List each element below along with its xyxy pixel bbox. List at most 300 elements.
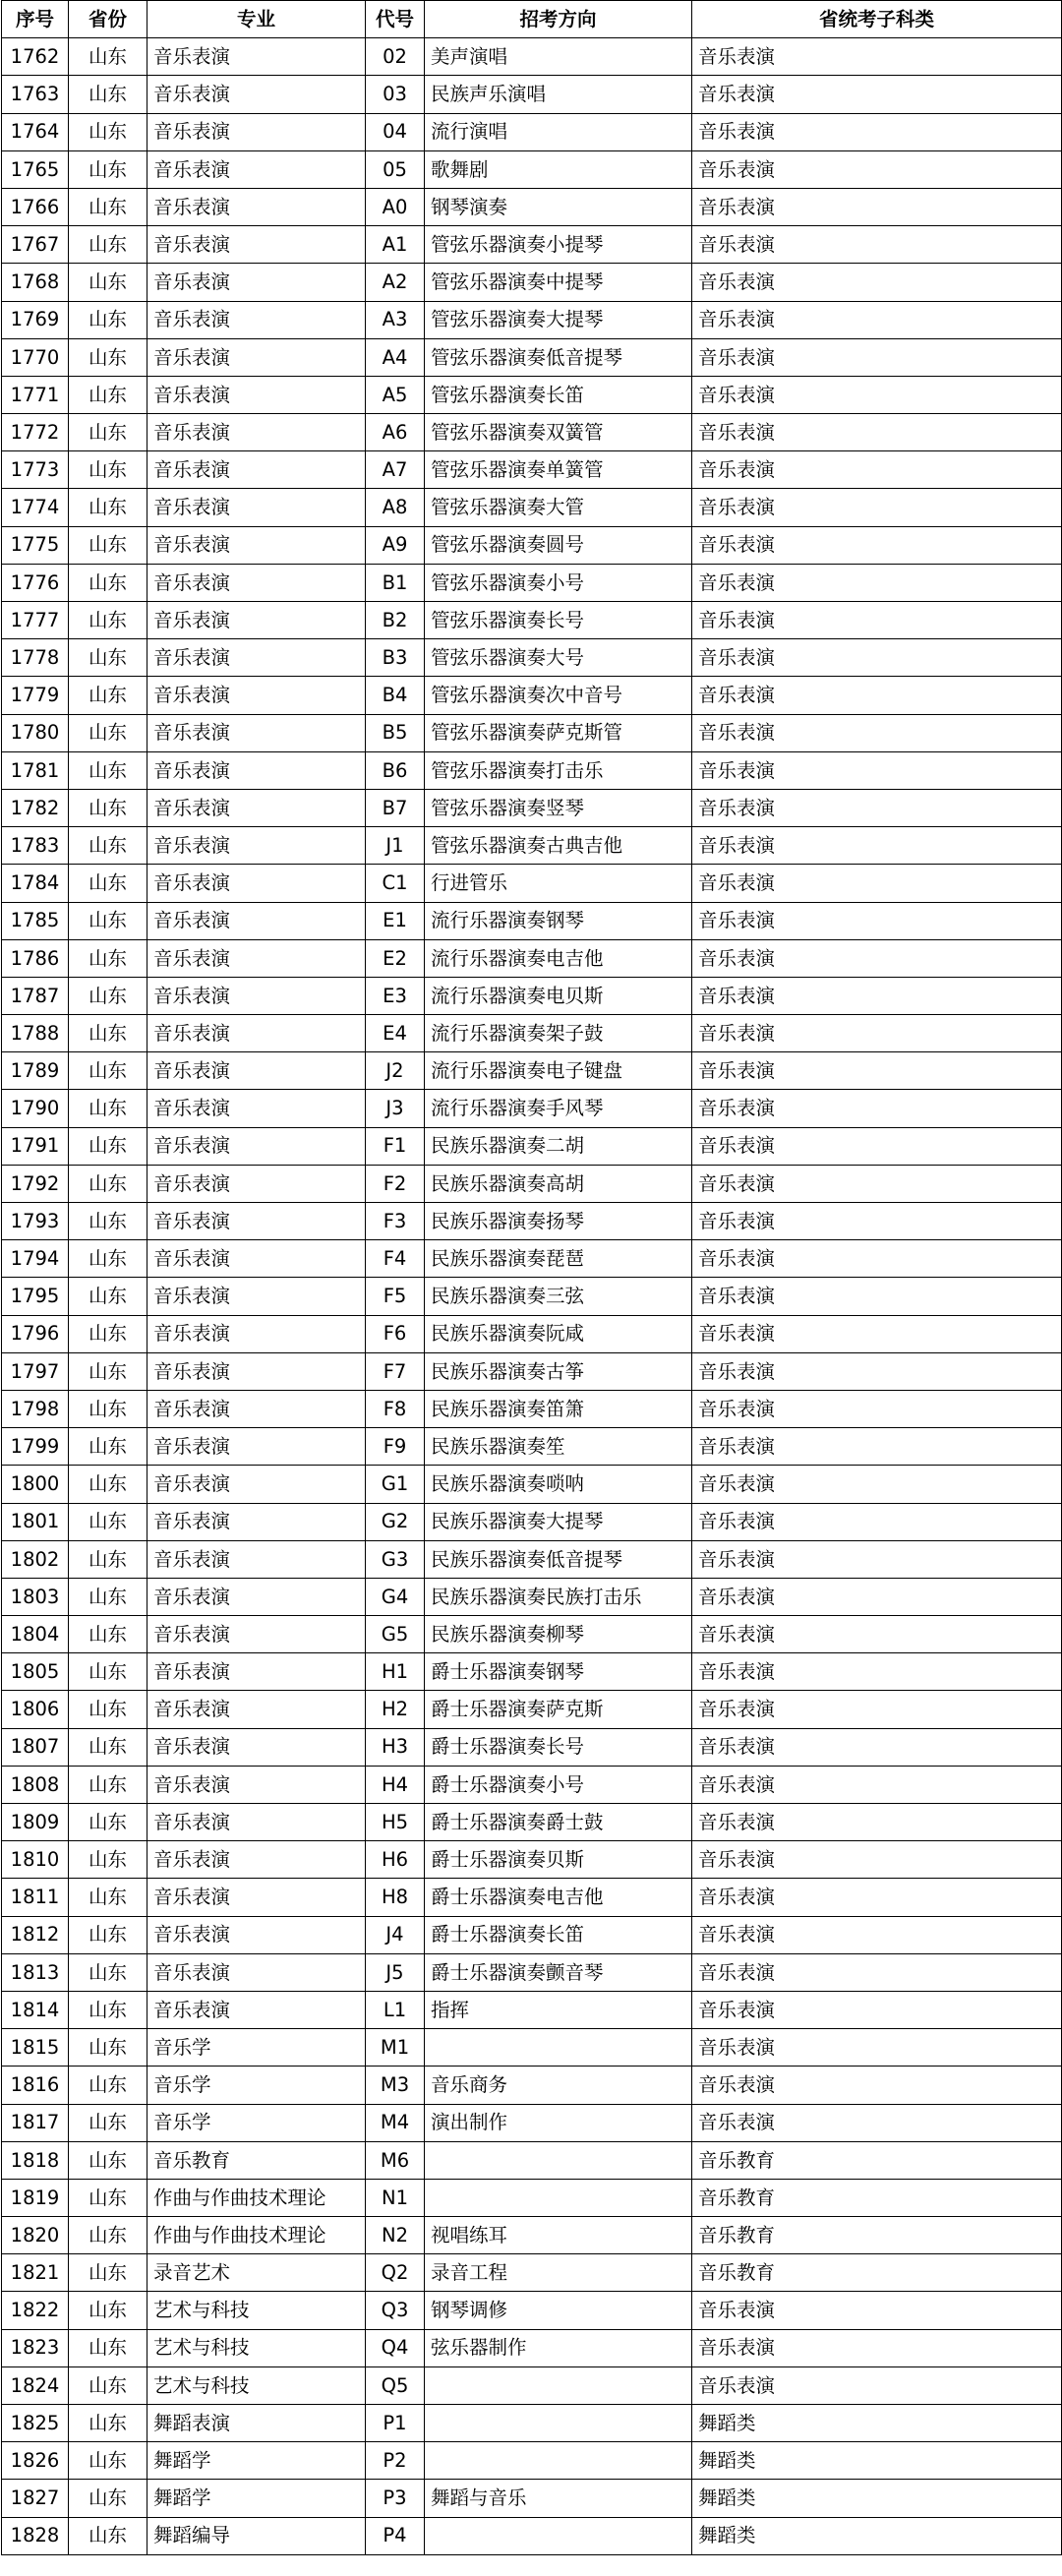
cell-major: 音乐表演 xyxy=(148,1165,366,1202)
cell-subcategory: 音乐表演 xyxy=(692,977,1062,1014)
table-row xyxy=(2,264,1062,301)
table-row xyxy=(2,1165,1062,1202)
cell-major: 音乐表演 xyxy=(148,639,366,677)
cell-direction: 民族乐器演奏扬琴 xyxy=(425,1203,692,1240)
cell-subcategory: 音乐表演 xyxy=(692,1015,1062,1052)
cell-subcategory: 音乐表演 xyxy=(692,150,1062,188)
table-row xyxy=(2,1953,1062,1991)
header-subcategory: 省统考子科类 xyxy=(692,1,1062,38)
cell-subcategory: 音乐表演 xyxy=(692,564,1062,601)
cell-direction: 民族乐器演奏笙 xyxy=(425,1428,692,1466)
cell-major: 音乐表演 xyxy=(148,76,366,113)
table-row xyxy=(2,677,1062,714)
table-row xyxy=(2,789,1062,826)
cell-direction: 管弦乐器演奏双簧管 xyxy=(425,414,692,451)
cell-code: F8 xyxy=(366,1390,425,1427)
cell-code: F6 xyxy=(366,1315,425,1352)
cell-index: 1809 xyxy=(2,1804,69,1841)
cell-direction: 民族乐器演奏三弦 xyxy=(425,1278,692,1315)
cell-province: 山东 xyxy=(69,1953,148,1991)
table-row xyxy=(2,1390,1062,1427)
cell-index: 1762 xyxy=(2,38,69,76)
cell-direction: 民族乐器演奏阮咸 xyxy=(425,1315,692,1352)
table-row xyxy=(2,1428,1062,1466)
table-row xyxy=(2,977,1062,1014)
cell-index: 1783 xyxy=(2,827,69,865)
cell-code: H4 xyxy=(366,1766,425,1803)
cell-code: P4 xyxy=(366,2517,425,2554)
cell-code: L1 xyxy=(366,1991,425,2028)
cell-subcategory: 音乐表演 xyxy=(692,1090,1062,1127)
cell-province: 山东 xyxy=(69,188,148,225)
cell-major: 音乐表演 xyxy=(148,902,366,939)
cell-direction: 录音工程 xyxy=(425,2254,692,2292)
table-row xyxy=(2,939,1062,977)
cell-direction: 弦乐器制作 xyxy=(425,2329,692,2366)
cell-direction: 流行乐器演奏钢琴 xyxy=(425,902,692,939)
table-row xyxy=(2,1916,1062,1953)
cell-direction: 管弦乐器演奏小号 xyxy=(425,564,692,601)
cell-major: 音乐表演 xyxy=(148,1540,366,1578)
cell-index: 1794 xyxy=(2,1240,69,1278)
cell-index: 1798 xyxy=(2,1390,69,1427)
cell-province: 山东 xyxy=(69,1466,148,1503)
table-row xyxy=(2,1315,1062,1352)
cell-major: 艺术与科技 xyxy=(148,2366,366,2404)
cell-code: A9 xyxy=(366,526,425,564)
header-direction: 招考方向 xyxy=(425,1,692,38)
cell-major: 音乐表演 xyxy=(148,489,366,526)
table-row xyxy=(2,2366,1062,2404)
cell-subcategory: 音乐表演 xyxy=(692,1428,1062,1466)
cell-subcategory: 音乐表演 xyxy=(692,865,1062,902)
cell-index: 1770 xyxy=(2,338,69,376)
cell-subcategory: 音乐表演 xyxy=(692,1804,1062,1841)
cell-index: 1804 xyxy=(2,1616,69,1653)
cell-major: 音乐表演 xyxy=(148,1728,366,1766)
cell-major: 音乐表演 xyxy=(148,1240,366,1278)
cell-major: 音乐表演 xyxy=(148,977,366,1014)
cell-subcategory: 音乐表演 xyxy=(692,639,1062,677)
cell-index: 1817 xyxy=(2,2104,69,2141)
cell-code: A1 xyxy=(366,226,425,264)
cell-subcategory: 音乐表演 xyxy=(692,1466,1062,1503)
table-row xyxy=(2,564,1062,601)
cell-major: 音乐表演 xyxy=(148,564,366,601)
cell-subcategory: 音乐表演 xyxy=(692,939,1062,977)
cell-major: 音乐表演 xyxy=(148,38,366,76)
table-row xyxy=(2,113,1062,150)
cell-province: 山东 xyxy=(69,977,148,1014)
cell-code: Q4 xyxy=(366,2329,425,2366)
cell-code: F1 xyxy=(366,1127,425,1165)
cell-code: F9 xyxy=(366,1428,425,1466)
cell-index: 1825 xyxy=(2,2405,69,2442)
cell-major: 音乐表演 xyxy=(148,1691,366,1728)
table-row xyxy=(2,2329,1062,2366)
cell-index: 1803 xyxy=(2,1578,69,1615)
header-province: 省份 xyxy=(69,1,148,38)
cell-province: 山东 xyxy=(69,1165,148,1202)
table-row xyxy=(2,2104,1062,2141)
cell-subcategory: 音乐表演 xyxy=(692,1165,1062,1202)
table-row xyxy=(2,1466,1062,1503)
table-row xyxy=(2,751,1062,789)
cell-direction: 舞蹈与音乐 xyxy=(425,2480,692,2517)
cell-province: 山东 xyxy=(69,226,148,264)
cell-direction: 管弦乐器演奏大提琴 xyxy=(425,301,692,338)
cell-subcategory: 音乐表演 xyxy=(692,1953,1062,1991)
cell-direction: 管弦乐器演奏圆号 xyxy=(425,526,692,564)
cell-subcategory: 音乐表演 xyxy=(692,2292,1062,2329)
cell-major: 音乐表演 xyxy=(148,526,366,564)
admissions-table xyxy=(1,0,1062,2555)
cell-major: 音乐表演 xyxy=(148,1466,366,1503)
cell-major: 音乐表演 xyxy=(148,1090,366,1127)
cell-direction xyxy=(425,2405,692,2442)
cell-direction: 行进管乐 xyxy=(425,865,692,902)
cell-code: A4 xyxy=(366,338,425,376)
cell-index: 1826 xyxy=(2,2442,69,2480)
cell-subcategory: 音乐表演 xyxy=(692,2067,1062,2104)
cell-code: G3 xyxy=(366,1540,425,1578)
cell-direction: 民族声乐演唱 xyxy=(425,76,692,113)
cell-index: 1776 xyxy=(2,564,69,601)
cell-province: 山东 xyxy=(69,1653,148,1691)
cell-subcategory: 音乐教育 xyxy=(692,2254,1062,2292)
cell-major: 音乐表演 xyxy=(148,1804,366,1841)
cell-code: E1 xyxy=(366,902,425,939)
table-row xyxy=(2,1352,1062,1390)
cell-major: 作曲与作曲技术理论 xyxy=(148,2217,366,2254)
cell-province: 山东 xyxy=(69,714,148,751)
cell-code: G5 xyxy=(366,1616,425,1653)
cell-code: E4 xyxy=(366,1015,425,1052)
cell-code: E3 xyxy=(366,977,425,1014)
cell-code: H5 xyxy=(366,1804,425,1841)
cell-direction: 歌舞剧 xyxy=(425,150,692,188)
cell-subcategory: 音乐表演 xyxy=(692,301,1062,338)
cell-province: 山东 xyxy=(69,751,148,789)
cell-index: 1818 xyxy=(2,2141,69,2179)
cell-province: 山东 xyxy=(69,414,148,451)
header-row xyxy=(2,1,1062,38)
cell-province: 山东 xyxy=(69,150,148,188)
table-row xyxy=(2,2254,1062,2292)
cell-major: 音乐表演 xyxy=(148,414,366,451)
cell-province: 山东 xyxy=(69,451,148,489)
cell-province: 山东 xyxy=(69,827,148,865)
table-row xyxy=(2,1578,1062,1615)
cell-province: 山东 xyxy=(69,1804,148,1841)
cell-subcategory: 舞蹈类 xyxy=(692,2480,1062,2517)
cell-province: 山东 xyxy=(69,1352,148,1390)
header-major: 专业 xyxy=(148,1,366,38)
cell-direction: 民族乐器演奏琵琶 xyxy=(425,1240,692,1278)
table-row xyxy=(2,489,1062,526)
cell-code: M1 xyxy=(366,2029,425,2067)
cell-code: G2 xyxy=(366,1503,425,1540)
cell-code: N2 xyxy=(366,2217,425,2254)
cell-province: 山东 xyxy=(69,264,148,301)
cell-major: 音乐表演 xyxy=(148,751,366,789)
cell-index: 1773 xyxy=(2,451,69,489)
cell-province: 山东 xyxy=(69,2292,148,2329)
cell-province: 山东 xyxy=(69,1728,148,1766)
cell-index: 1815 xyxy=(2,2029,69,2067)
cell-direction: 管弦乐器演奏竖琴 xyxy=(425,789,692,826)
cell-province: 山东 xyxy=(69,1315,148,1352)
cell-major: 音乐表演 xyxy=(148,939,366,977)
cell-major: 音乐学 xyxy=(148,2104,366,2141)
table-row xyxy=(2,2405,1062,2442)
cell-code: Q2 xyxy=(366,2254,425,2292)
cell-subcategory: 音乐表演 xyxy=(692,451,1062,489)
cell-code: A0 xyxy=(366,188,425,225)
cell-code: E2 xyxy=(366,939,425,977)
cell-index: 1801 xyxy=(2,1503,69,1540)
cell-direction: 民族乐器演奏高胡 xyxy=(425,1165,692,1202)
cell-index: 1768 xyxy=(2,264,69,301)
cell-direction: 演出制作 xyxy=(425,2104,692,2141)
cell-code: A7 xyxy=(366,451,425,489)
cell-province: 山东 xyxy=(69,2366,148,2404)
cell-subcategory: 音乐表演 xyxy=(692,113,1062,150)
cell-major: 音乐表演 xyxy=(148,301,366,338)
cell-major: 音乐表演 xyxy=(148,1052,366,1090)
table-row xyxy=(2,1052,1062,1090)
cell-major: 音乐表演 xyxy=(148,1991,366,2028)
cell-major: 音乐表演 xyxy=(148,188,366,225)
cell-major: 音乐表演 xyxy=(148,113,366,150)
cell-major: 音乐表演 xyxy=(148,1916,366,1953)
cell-direction: 民族乐器演奏民族打击乐 xyxy=(425,1578,692,1615)
table-row xyxy=(2,2029,1062,2067)
cell-major: 音乐表演 xyxy=(148,789,366,826)
cell-index: 1772 xyxy=(2,414,69,451)
cell-province: 山东 xyxy=(69,113,148,150)
cell-index: 1777 xyxy=(2,602,69,639)
cell-province: 山东 xyxy=(69,2217,148,2254)
cell-code: B3 xyxy=(366,639,425,677)
table-row xyxy=(2,1991,1062,2028)
cell-code: G1 xyxy=(366,1466,425,1503)
cell-province: 山东 xyxy=(69,489,148,526)
cell-major: 音乐表演 xyxy=(148,1352,366,1390)
cell-major: 音乐表演 xyxy=(148,1766,366,1803)
cell-index: 1790 xyxy=(2,1090,69,1127)
cell-major: 音乐表演 xyxy=(148,1015,366,1052)
cell-province: 山东 xyxy=(69,2405,148,2442)
cell-subcategory: 音乐表演 xyxy=(692,1841,1062,1879)
cell-code: H3 xyxy=(366,1728,425,1766)
cell-code: H8 xyxy=(366,1879,425,1916)
cell-direction: 爵士乐器演奏颤音琴 xyxy=(425,1953,692,1991)
cell-subcategory: 音乐表演 xyxy=(692,264,1062,301)
table-row xyxy=(2,1766,1062,1803)
cell-direction: 管弦乐器演奏单簧管 xyxy=(425,451,692,489)
cell-direction xyxy=(425,2442,692,2480)
cell-direction: 爵士乐器演奏电吉他 xyxy=(425,1879,692,1916)
cell-province: 山东 xyxy=(69,2329,148,2366)
cell-direction: 民族乐器演奏唢呐 xyxy=(425,1466,692,1503)
cell-major: 舞蹈学 xyxy=(148,2442,366,2480)
cell-province: 山东 xyxy=(69,1015,148,1052)
cell-province: 山东 xyxy=(69,76,148,113)
cell-index: 1800 xyxy=(2,1466,69,1503)
cell-province: 山东 xyxy=(69,1540,148,1578)
cell-direction: 民族乐器演奏大提琴 xyxy=(425,1503,692,1540)
cell-major: 音乐表演 xyxy=(148,714,366,751)
cell-major: 音乐表演 xyxy=(148,1428,366,1466)
cell-direction: 视唱练耳 xyxy=(425,2217,692,2254)
cell-province: 山东 xyxy=(69,1240,148,1278)
cell-subcategory: 音乐表演 xyxy=(692,1578,1062,1615)
cell-province: 山东 xyxy=(69,2067,148,2104)
cell-subcategory: 音乐教育 xyxy=(692,2179,1062,2216)
table-row xyxy=(2,38,1062,76)
cell-province: 山东 xyxy=(69,1691,148,1728)
cell-code: H6 xyxy=(366,1841,425,1879)
cell-subcategory: 音乐表演 xyxy=(692,376,1062,413)
cell-province: 山东 xyxy=(69,564,148,601)
table-row xyxy=(2,639,1062,677)
cell-code: B6 xyxy=(366,751,425,789)
cell-index: 1767 xyxy=(2,226,69,264)
cell-index: 1827 xyxy=(2,2480,69,2517)
cell-province: 山东 xyxy=(69,1428,148,1466)
cell-index: 1793 xyxy=(2,1203,69,1240)
cell-direction: 爵士乐器演奏爵士鼓 xyxy=(425,1804,692,1841)
cell-major: 音乐表演 xyxy=(148,1616,366,1653)
cell-code: M6 xyxy=(366,2141,425,2179)
cell-province: 山东 xyxy=(69,2254,148,2292)
cell-code: A3 xyxy=(366,301,425,338)
cell-direction: 爵士乐器演奏小号 xyxy=(425,1766,692,1803)
cell-direction: 管弦乐器演奏中提琴 xyxy=(425,264,692,301)
cell-code: J1 xyxy=(366,827,425,865)
cell-index: 1824 xyxy=(2,2366,69,2404)
cell-index: 1789 xyxy=(2,1052,69,1090)
table-row xyxy=(2,865,1062,902)
table-row xyxy=(2,2442,1062,2480)
cell-direction: 管弦乐器演奏小提琴 xyxy=(425,226,692,264)
table-row xyxy=(2,1278,1062,1315)
cell-index: 1785 xyxy=(2,902,69,939)
table-row xyxy=(2,2517,1062,2554)
cell-major: 音乐表演 xyxy=(148,865,366,902)
table-row xyxy=(2,902,1062,939)
cell-direction: 指挥 xyxy=(425,1991,692,2028)
table-row xyxy=(2,1879,1062,1916)
cell-direction: 管弦乐器演奏低音提琴 xyxy=(425,338,692,376)
cell-index: 1766 xyxy=(2,188,69,225)
cell-index: 1812 xyxy=(2,1916,69,1953)
cell-subcategory: 音乐表演 xyxy=(692,1503,1062,1540)
cell-code: C1 xyxy=(366,865,425,902)
cell-direction: 流行演唱 xyxy=(425,113,692,150)
cell-index: 1821 xyxy=(2,2254,69,2292)
cell-major: 音乐表演 xyxy=(148,376,366,413)
cell-direction: 民族乐器演奏二胡 xyxy=(425,1127,692,1165)
cell-subcategory: 音乐表演 xyxy=(692,414,1062,451)
cell-direction: 流行乐器演奏手风琴 xyxy=(425,1090,692,1127)
cell-subcategory: 音乐表演 xyxy=(692,1728,1062,1766)
cell-subcategory: 音乐表演 xyxy=(692,1052,1062,1090)
cell-major: 音乐学 xyxy=(148,2029,366,2067)
cell-major: 音乐表演 xyxy=(148,827,366,865)
cell-direction: 民族乐器演奏低音提琴 xyxy=(425,1540,692,1578)
cell-subcategory: 音乐表演 xyxy=(692,1315,1062,1352)
cell-major: 音乐表演 xyxy=(148,1879,366,1916)
cell-direction: 爵士乐器演奏钢琴 xyxy=(425,1653,692,1691)
cell-code: 02 xyxy=(366,38,425,76)
cell-index: 1822 xyxy=(2,2292,69,2329)
table-row xyxy=(2,526,1062,564)
cell-index: 1774 xyxy=(2,489,69,526)
cell-major: 音乐表演 xyxy=(148,1390,366,1427)
cell-index: 1763 xyxy=(2,76,69,113)
cell-index: 1787 xyxy=(2,977,69,1014)
cell-index: 1791 xyxy=(2,1127,69,1165)
cell-direction: 管弦乐器演奏打击乐 xyxy=(425,751,692,789)
table-row xyxy=(2,2067,1062,2104)
table-row xyxy=(2,2179,1062,2216)
cell-code: H2 xyxy=(366,1691,425,1728)
cell-province: 山东 xyxy=(69,1052,148,1090)
cell-direction: 管弦乐器演奏长笛 xyxy=(425,376,692,413)
cell-direction: 管弦乐器演奏大号 xyxy=(425,639,692,677)
cell-index: 1778 xyxy=(2,639,69,677)
table-row xyxy=(2,1503,1062,1540)
cell-major: 音乐表演 xyxy=(148,677,366,714)
cell-subcategory: 音乐表演 xyxy=(692,2029,1062,2067)
cell-direction: 爵士乐器演奏贝斯 xyxy=(425,1841,692,1879)
cell-major: 艺术与科技 xyxy=(148,2329,366,2366)
cell-direction xyxy=(425,2366,692,2404)
cell-index: 1828 xyxy=(2,2517,69,2554)
cell-index: 1823 xyxy=(2,2329,69,2366)
table-row xyxy=(2,2141,1062,2179)
cell-direction: 管弦乐器演奏大管 xyxy=(425,489,692,526)
cell-subcategory: 音乐表演 xyxy=(692,2366,1062,2404)
cell-province: 山东 xyxy=(69,1503,148,1540)
cell-index: 1820 xyxy=(2,2217,69,2254)
cell-direction xyxy=(425,2029,692,2067)
cell-direction: 流行乐器演奏架子鼓 xyxy=(425,1015,692,1052)
cell-index: 1781 xyxy=(2,751,69,789)
table-row xyxy=(2,2292,1062,2329)
table-row xyxy=(2,150,1062,188)
cell-province: 山东 xyxy=(69,1390,148,1427)
table-row xyxy=(2,1653,1062,1691)
cell-major: 音乐表演 xyxy=(148,1278,366,1315)
cell-direction: 流行乐器演奏电贝斯 xyxy=(425,977,692,1014)
cell-code: N1 xyxy=(366,2179,425,2216)
header-code: 代号 xyxy=(366,1,425,38)
cell-code: 05 xyxy=(366,150,425,188)
cell-subcategory: 音乐表演 xyxy=(692,1991,1062,2028)
table-row xyxy=(2,1804,1062,1841)
cell-index: 1813 xyxy=(2,1953,69,1991)
cell-province: 山东 xyxy=(69,1127,148,1165)
cell-index: 1799 xyxy=(2,1428,69,1466)
cell-index: 1795 xyxy=(2,1278,69,1315)
cell-major: 音乐表演 xyxy=(148,1578,366,1615)
cell-subcategory: 音乐表演 xyxy=(692,789,1062,826)
cell-subcategory: 音乐表演 xyxy=(692,1766,1062,1803)
cell-index: 1775 xyxy=(2,526,69,564)
